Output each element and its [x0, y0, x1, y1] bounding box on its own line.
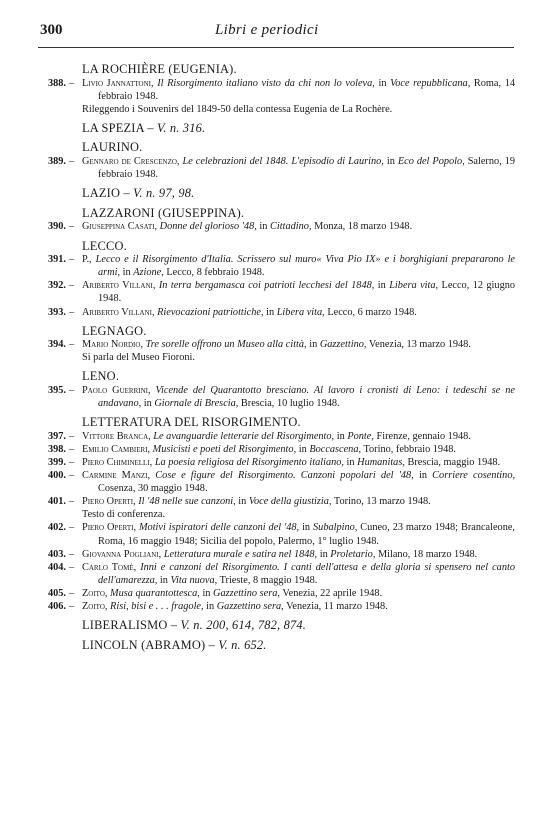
entry-in: in	[206, 600, 215, 612]
entry-title: Donne del glorioso '48,	[159, 221, 257, 233]
entry-dash: –	[69, 522, 75, 534]
entry-number: 394.	[47, 339, 66, 351]
entry-dash: –	[69, 254, 75, 266]
page-header	[40, 22, 510, 42]
entry-in: in	[302, 522, 311, 534]
section-heading	[40, 638, 515, 653]
entry-number: 395.	[47, 384, 66, 396]
entry-author: Emilio Cambieri,	[82, 443, 151, 455]
entry-place-date: Venezia, 11 marzo 1948.	[286, 600, 388, 612]
section-heading	[40, 618, 515, 633]
entry-title: Il Risorgimento italiano visto da chi non lo voleva,	[157, 77, 375, 89]
entry-number: 392.	[47, 280, 66, 292]
entry-place-date: Venezia, 13 marzo 1948.	[368, 339, 471, 351]
entry-place-date: Torino, 13 marzo 1948.	[333, 496, 431, 508]
entry-author: Carmine Manzi,	[82, 470, 151, 482]
entry-publication: Proletario,	[330, 548, 376, 560]
entry-title: In terra bergamasca coi patrioti lecchesi del 1848,	[158, 280, 375, 292]
cross-reference: – V. n. 97, 98.	[123, 186, 195, 201]
cross-reference: – V. n. 652.	[208, 637, 267, 652]
entry-author: Mario Nordio,	[82, 339, 144, 351]
entry-number: 400.	[47, 470, 66, 482]
entry-dash: –	[69, 587, 75, 599]
bibliography-entry	[40, 155, 515, 181]
entry-place-date: Cosenza, 30 maggio 1948.	[98, 483, 208, 495]
cross-reference: – V. n. 200, 614, 782, 874.	[170, 618, 307, 633]
heading-text: LIBERALISMO	[82, 618, 168, 633]
entry-title: Rievocazioni patriottiche,	[157, 306, 264, 318]
entry-in: in	[266, 306, 275, 318]
entry-number: 401.	[47, 496, 66, 508]
heading-text: LA ROCHIÈRE (EUGENIA).	[82, 62, 237, 76]
section-heading	[40, 140, 515, 155]
entry-publication: Humanitas,	[357, 456, 405, 468]
entry-number: 404.	[47, 561, 66, 573]
entry-title: Inni e canzoni del Risorgimento. I canti dell'attesa e della gloria si spensero nel canto dell'amarezza,	[98, 561, 515, 586]
entry-place-date: Brescia, maggio 1948.	[407, 456, 501, 468]
heading-text: LENO.	[82, 369, 120, 384]
entry-in: in	[159, 574, 168, 586]
heading-text: LA SPEZIA	[82, 120, 145, 135]
section-note: Rileggendo i Souvenirs del 1849-50 della contessa Eugenia de La Rochère.	[82, 103, 393, 115]
entry-in: in	[386, 156, 395, 168]
entry-author: Zoito,	[82, 587, 108, 599]
entry-place-date: Cuneo, 23 marzo 1948; Brancaleone, Roma, 16 maggio 1948; Sicilia del popolo, Palermo, 1° luglio 1948.	[98, 522, 515, 547]
entry-place-date: Lecco, 6 marzo 1948.	[327, 306, 417, 318]
entry-place-date: Roma, 14 febbraio 1948.	[98, 77, 515, 102]
entry-author: Livio Jannattoni,	[82, 77, 154, 89]
section-heading	[40, 62, 515, 77]
entry-publication: Giornale di Brescia,	[154, 398, 239, 410]
bibliography-entry	[40, 456, 515, 469]
cross-reference: – V. n. 316.	[147, 120, 206, 135]
bibliography-entry	[40, 469, 515, 495]
entry-dash: –	[69, 496, 75, 508]
entry-in: in	[143, 398, 152, 410]
page-number: 300	[40, 22, 63, 38]
entry-dash: –	[69, 561, 75, 573]
entry-place-date: Torino, febbraio 1948.	[363, 443, 456, 455]
entry-publication: Gazzettino sera,	[213, 587, 280, 599]
heading-text: LAURINO.	[82, 140, 143, 155]
entry-dash: –	[69, 430, 75, 442]
section-heading	[40, 206, 515, 221]
entry-author: P.,	[82, 254, 92, 266]
entry-number: 393.	[47, 306, 66, 318]
entry-publication: Corriere cosentino,	[432, 470, 516, 482]
bibliography-entry	[40, 253, 515, 279]
entry-publication: Gazzettino sera,	[216, 600, 284, 612]
entry-in: in	[202, 587, 211, 599]
entry-title: Motivi ispiratori delle canzoni del '48,	[138, 522, 300, 534]
entry-publication: Azione,	[133, 267, 164, 279]
entry-publication: Gazzettino,	[319, 339, 367, 351]
entry-number: 391.	[47, 254, 66, 266]
entry-dash: –	[69, 456, 75, 468]
entry-number: 402.	[47, 522, 66, 534]
entry-publication: Boccascena,	[309, 443, 362, 455]
entry-number: 399.	[47, 456, 66, 468]
entry-in: in	[238, 496, 247, 508]
entry-dash: –	[69, 77, 75, 89]
entry-number: 406.	[47, 600, 66, 612]
bibliography-entry	[40, 521, 515, 547]
entry-author: Carlo Tomè,	[82, 561, 137, 573]
entry-dash: –	[69, 443, 75, 455]
entry-title: Tre sorelle offrono un Museo alla città,	[145, 339, 307, 351]
entry-in: in	[259, 221, 268, 233]
bibliography-entry	[40, 430, 515, 443]
section-heading	[40, 186, 515, 201]
entry-place-date: Lecco, 12 giugno 1948.	[98, 280, 516, 305]
heading-text: LAZZARONI (GIUSEPPINA).	[82, 205, 245, 220]
entry-place-date: Firenze, gennaio 1948.	[376, 430, 471, 442]
entry-number: 403.	[47, 548, 66, 560]
entry-place-date: Salerno, 19 febbraio 1948.	[98, 156, 516, 181]
entry-author: Piero Operti,	[82, 496, 136, 508]
entry-number: 405.	[47, 587, 66, 599]
entry-number: 397.	[47, 430, 66, 442]
bibliography-entry	[40, 600, 515, 613]
bibliography-entry	[40, 495, 515, 508]
bibliography-entry	[40, 306, 515, 319]
entry-in: in	[378, 77, 387, 89]
section-heading	[40, 415, 515, 430]
entry-author: Giovanna Pogliani,	[82, 548, 162, 560]
entry-dash: –	[69, 339, 75, 351]
running-title: Libri e periodici	[215, 22, 319, 38]
entry-in: in	[346, 456, 355, 468]
section-heading	[40, 121, 515, 136]
entry-title: Vicende del Quarantotto bresciano. Al lavoro i cronisti di Leno: i tedeschi se ne andavano,	[98, 384, 515, 410]
bibliography-list	[40, 62, 515, 652]
entry-place-date: Trieste, 8 maggio 1948.	[219, 574, 318, 586]
entry-in: in	[319, 548, 328, 560]
entry-title: Cose e figure del Risorgimento. Canzoni popolari del '48,	[155, 470, 414, 482]
entry-in: in	[377, 280, 386, 292]
entry-author: Zoito,	[82, 600, 108, 612]
entry-place-date: Brescia, 10 luglio 1948.	[240, 398, 340, 410]
heading-text: LETTERATURA DEL RISORGIMENTO.	[82, 415, 301, 430]
entry-number: 389.	[47, 156, 66, 168]
bibliography-entry	[40, 548, 515, 561]
entry-publication: Eco del Popolo,	[397, 156, 465, 168]
entry-in: in	[122, 267, 131, 279]
entry-place-date: Monza, 18 marzo 1948.	[314, 221, 413, 233]
entry-author: Giuseppina Casati,	[82, 221, 158, 233]
entry-dash: –	[69, 280, 75, 292]
entry-author: Ariberto Villani,	[82, 306, 155, 318]
entry-place-date: Milano, 18 marzo 1948.	[377, 548, 478, 560]
heading-text: LEGNAGO.	[82, 323, 147, 338]
entry-dash: –	[69, 470, 75, 482]
section-note: Si parla del Museo Fioroni.	[82, 352, 195, 364]
section-heading	[40, 324, 515, 339]
entry-title: Le celebrazioni del 1848. L'episodio di Laurino,	[182, 156, 384, 168]
entry-author: Paolo Guerrini,	[82, 384, 151, 396]
entry-author: Piero Operti,	[82, 522, 137, 534]
entry-publication: Subalpino,	[313, 522, 358, 534]
entry-author: Vittore Branca,	[82, 430, 151, 442]
section-heading	[40, 369, 515, 384]
entry-place-date: Lecco, 8 febbraio 1948.	[166, 267, 265, 279]
entry-number: 390.	[47, 221, 66, 233]
entry-dash: –	[69, 548, 75, 560]
entry-dash: –	[69, 156, 75, 168]
bibliography-entry	[40, 561, 515, 587]
entry-title: Musicisti e poeti del Risorgimento,	[152, 443, 297, 455]
entry-title: Le avanguardie letterarie del Risorgimento,	[153, 430, 335, 442]
entry-dash: –	[69, 384, 75, 396]
entry-title: Risi, bisi e . . . fragole,	[110, 600, 204, 612]
entry-dash: –	[69, 221, 75, 233]
entry-note: Testo di conferenza.	[82, 509, 166, 521]
entry-in: in	[309, 339, 318, 351]
bibliography-entry	[40, 384, 515, 410]
entry-dash: –	[69, 306, 75, 318]
entry-publication: Vita nuova,	[170, 574, 218, 586]
entry-publication: Cittadino,	[270, 221, 312, 233]
bibliography-entry	[40, 77, 515, 103]
entry-title: Lecco e il Risorgimento d'Italia. Scrissero sul muro« Viva Pio IX» e i borghigiani prepararono le armi,	[95, 254, 516, 279]
entry-title: Letteratura murale e satira nel 1848,	[163, 548, 318, 560]
entry-in: in	[298, 443, 307, 455]
entry-title: La poesia religiosa del Risorgimento italiano,	[154, 456, 344, 468]
entry-title: Il '48 nelle sue canzoni,	[138, 496, 236, 508]
entry-publication: Libera vita,	[389, 280, 439, 292]
heading-text: LECCO.	[82, 238, 127, 253]
entry-publication: Libera vita,	[276, 306, 325, 318]
entry-number: 398.	[47, 443, 66, 455]
header-rule	[38, 47, 514, 48]
entry-place-date: Venezia, 22 aprile 1948.	[282, 587, 383, 599]
bibliography-entry	[40, 279, 515, 305]
entry-author: Piero Chiminelli,	[82, 456, 153, 468]
heading-text: LINCOLN (ABRAMO)	[82, 637, 206, 652]
entry-author: Ariberto Villani,	[82, 280, 156, 292]
bibliography-entry	[40, 338, 515, 351]
entry-publication: Voce della giustizia,	[248, 496, 332, 508]
entry-dash: –	[69, 600, 75, 612]
bibliography-entry	[40, 443, 515, 456]
section-heading	[40, 239, 515, 254]
bibliography-entry	[40, 587, 515, 600]
entry-publication: Voce repubblicana,	[390, 77, 471, 89]
heading-text: LAZIO	[82, 186, 121, 201]
entry-title: Musa quarantottesca,	[110, 587, 200, 599]
entry-author: Gennaro de Crescenzo,	[82, 156, 180, 168]
entry-publication: Ponte,	[347, 430, 374, 442]
bibliography-entry	[40, 220, 515, 233]
entry-in: in	[418, 470, 427, 482]
entry-number: 388.	[47, 77, 66, 89]
entry-in: in	[336, 430, 345, 442]
